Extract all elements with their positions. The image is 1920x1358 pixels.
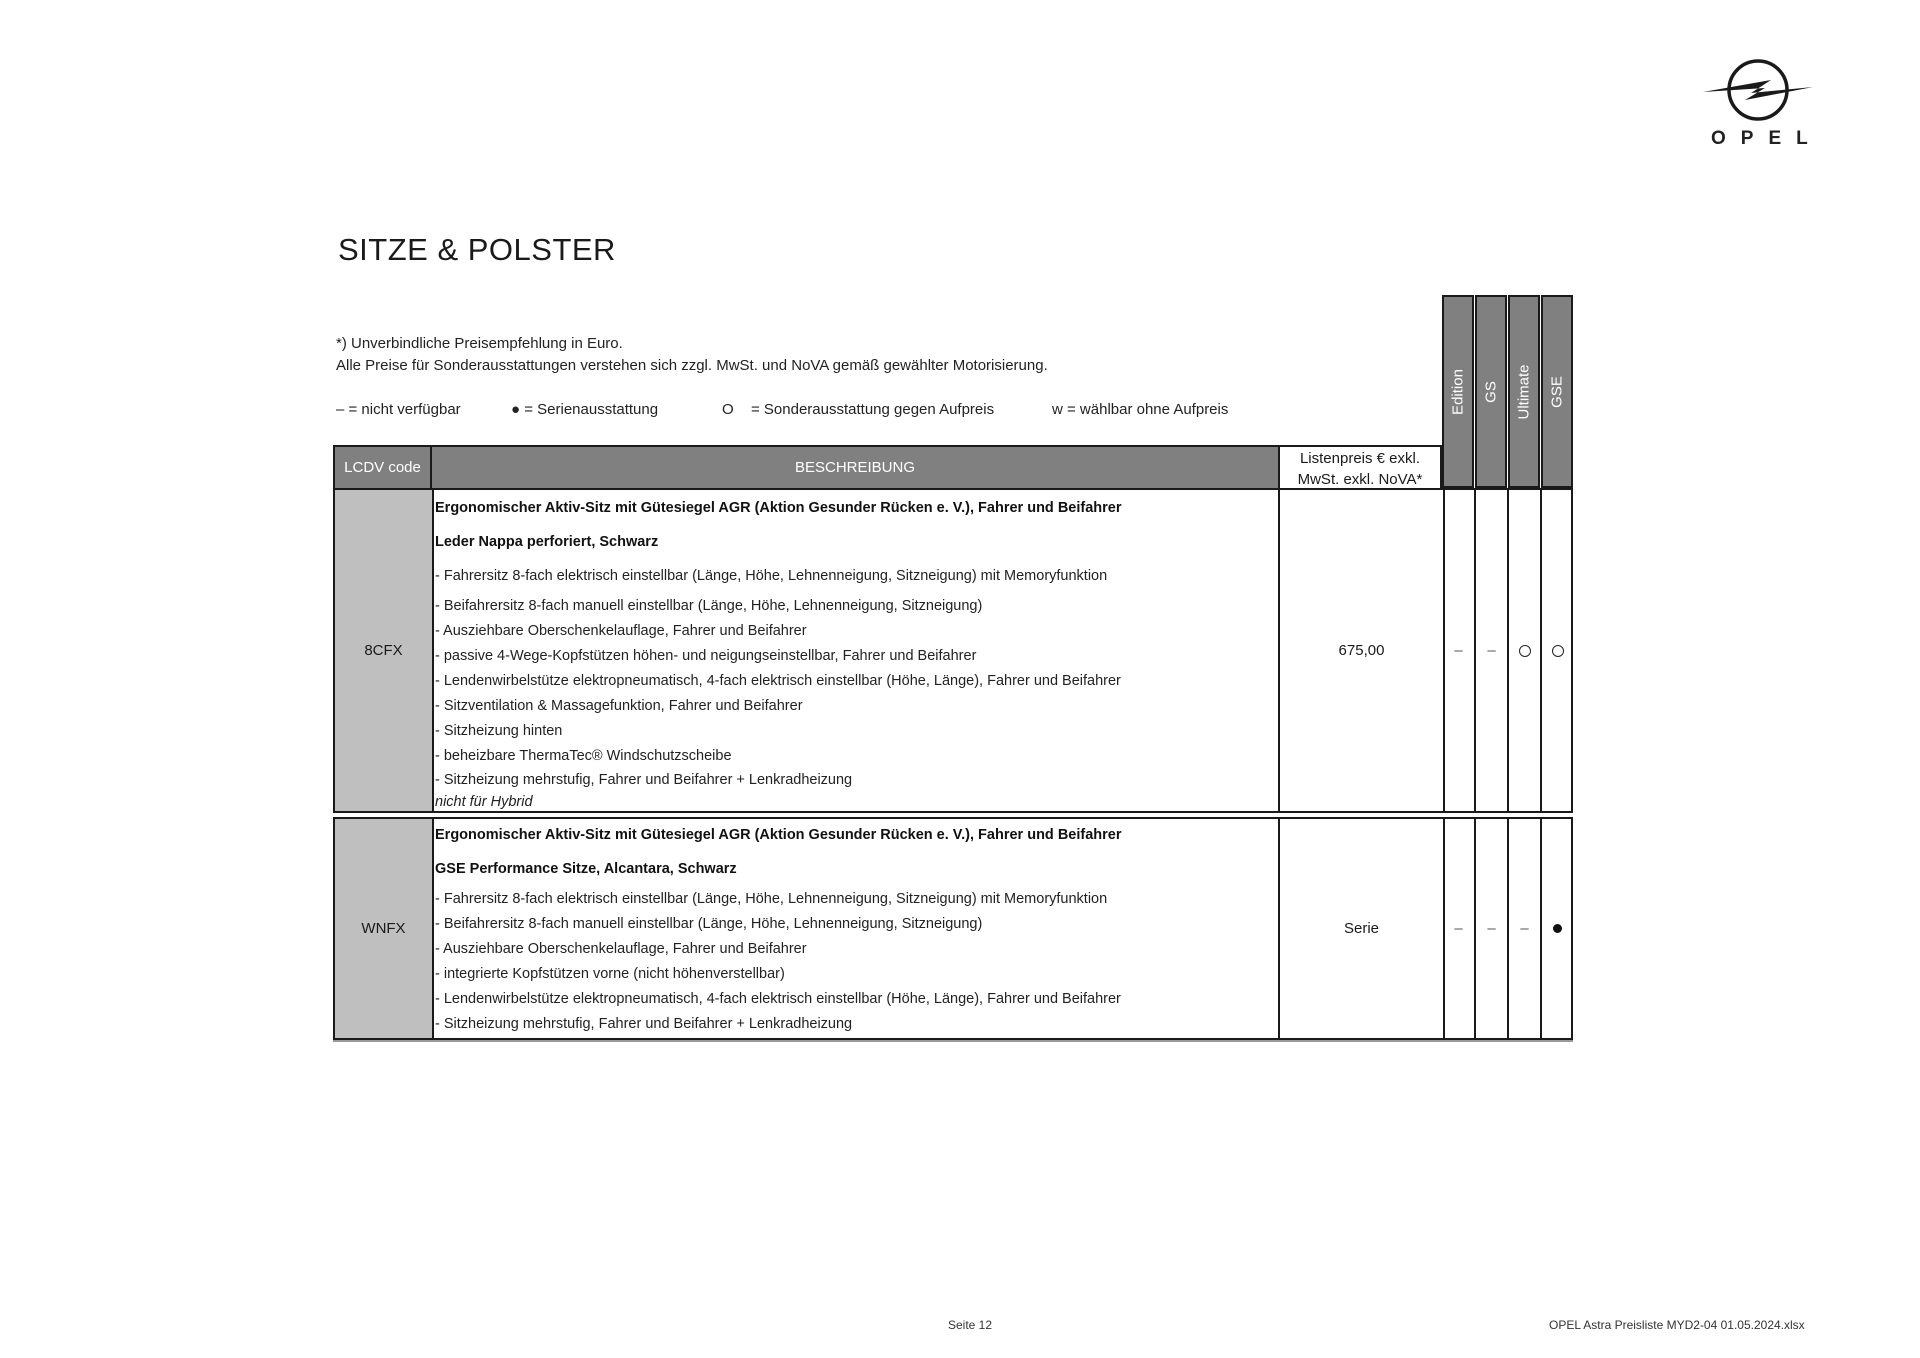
feature-line: - integrierte Kopfstützen vorne (nicht höhenverstellbar)	[435, 966, 785, 982]
trim-header-edition	[1442, 295, 1474, 488]
trim-header-ultimate	[1508, 295, 1540, 488]
page-number: Seite 12	[948, 1318, 993, 1332]
header-code: LCDV code	[333, 445, 432, 490]
feature-line: - Lendenwirbelstütze elektropneumatisch, 4-fach elektrisch einstellbar (Höhe, Länge), Fahrer und Beifahrer	[435, 991, 1121, 1007]
feature-line: - Lendenwirbelstütze elektropneumatisch, 4-fach elektrisch einstellbar (Höhe, Länge), Fahrer und Beifahrer	[435, 673, 1121, 689]
mark-gse	[1542, 490, 1573, 811]
list-price: 675,00	[1280, 490, 1445, 811]
table-row	[333, 817, 1573, 1040]
option-circle-icon	[1519, 645, 1531, 657]
trim-label: Edition	[1449, 368, 1467, 415]
legend-option-symbol: O	[722, 401, 734, 418]
feature-line: - Sitzheizung mehrstufig, Fahrer und Beifahrer + Lenkradheizung	[435, 772, 853, 788]
trim-label: GS	[1482, 380, 1500, 403]
trim-label: GSE	[1548, 375, 1566, 408]
page-title: SITZE & POLSTER	[338, 232, 616, 267]
header-price	[1278, 445, 1442, 490]
feature-line: - beheizbare ThermaTec® Windschutzscheibe	[435, 748, 732, 764]
trim-header-gs	[1475, 295, 1507, 488]
row-subtitle: Leder Nappa perforiert, Schwarz	[435, 534, 659, 550]
row-title: Ergonomischer Aktiv-Sitz mit Gütesiegel AGR (Aktion Gesunder Rücken e. V.), Fahrer und Beifahrer	[435, 500, 1122, 516]
table-bottom-rule	[333, 1040, 1573, 1042]
brand-name: OPEL	[1711, 128, 1823, 149]
tax-note: Alle Preise für Sonderausstattungen verstehen sich zzgl. MwSt. und NoVA gemäß gewählter Motorisierung.	[336, 357, 1048, 374]
header-price-line2: MwSt. exkl. NoVA*	[1297, 471, 1423, 488]
mark-gs: –	[1476, 490, 1509, 811]
header-description: BESCHREIBUNG	[432, 445, 1278, 490]
mark-gs: –	[1476, 819, 1509, 1038]
feature-line: - Sitzheizung hinten	[435, 723, 563, 739]
trim-label: Ultimate	[1515, 363, 1533, 420]
option-circle-icon	[1552, 645, 1564, 657]
row-subtitle: GSE Performance Sitze, Alcantara, Schwarz	[435, 861, 737, 877]
legend-selectable: w = wählbar ohne Aufpreis	[1052, 401, 1229, 418]
row-title: Ergonomischer Aktiv-Sitz mit Gütesiegel AGR (Aktion Gesunder Rücken e. V.), Fahrer und Beifahrer	[435, 827, 1122, 843]
opel-blitz-icon	[1701, 58, 1815, 122]
lcdv-code: 8CFX	[335, 490, 434, 811]
mark-edition: –	[1443, 490, 1476, 811]
price-note: *) Unverbindliche Preisempfehlung in Euro.	[336, 335, 623, 352]
mark-edition: –	[1443, 819, 1476, 1038]
mark-ultimate: –	[1509, 819, 1542, 1038]
mark-gse	[1542, 819, 1573, 1038]
table-row	[333, 488, 1573, 813]
feature-line: - Fahrersitz 8-fach elektrisch einstellbar (Länge, Höhe, Lehnenneigung, Sitzneigung) mit Memoryfunktion	[435, 568, 1108, 584]
hybrid-note: nicht für Hybrid	[435, 794, 533, 810]
standard-dot-icon	[1553, 924, 1562, 933]
legend-not-available: – = nicht verfügbar	[336, 401, 461, 418]
feature-line: - Sitzheizung mehrstufig, Fahrer und Beifahrer + Lenkradheizung	[435, 1016, 853, 1032]
feature-line: - Ausziehbare Oberschenkelauflage, Fahrer und Beifahrer	[435, 941, 807, 957]
lcdv-code: WNFX	[335, 819, 434, 1038]
feature-line: - Beifahrersitz 8-fach manuell einstellbar (Länge, Höhe, Lehnenneigung, Sitzneigung)	[435, 598, 983, 614]
feature-line: - Sitzventilation & Massagefunktion, Fahrer und Beifahrer	[435, 698, 803, 714]
trim-header-gse	[1541, 295, 1573, 488]
feature-line: - Fahrersitz 8-fach elektrisch einstellbar (Länge, Höhe, Lehnenneigung, Sitzneigung) mit Memoryfunktion	[435, 891, 1108, 907]
header-price-line1: Listenpreis € exkl.	[1299, 450, 1421, 467]
file-name: OPEL Astra Preisliste MYD2-04 01.05.2024.xlsx	[1549, 1318, 1805, 1332]
feature-line: - Ausziehbare Oberschenkelauflage, Fahrer und Beifahrer	[435, 623, 807, 639]
legend-standard: ● = Serienausstattung	[511, 401, 659, 418]
feature-line: - Beifahrersitz 8-fach manuell einstellbar (Länge, Höhe, Lehnenneigung, Sitzneigung)	[435, 916, 983, 932]
feature-line: - passive 4-Wege-Kopfstützen höhen- und neigungseinstellbar, Fahrer und Beifahrer	[435, 648, 977, 664]
opel-logo	[1696, 58, 1823, 150]
mark-ultimate	[1509, 490, 1542, 811]
list-price: Serie	[1280, 819, 1445, 1038]
legend-option: = Sonderausstattung gegen Aufpreis	[751, 401, 995, 418]
